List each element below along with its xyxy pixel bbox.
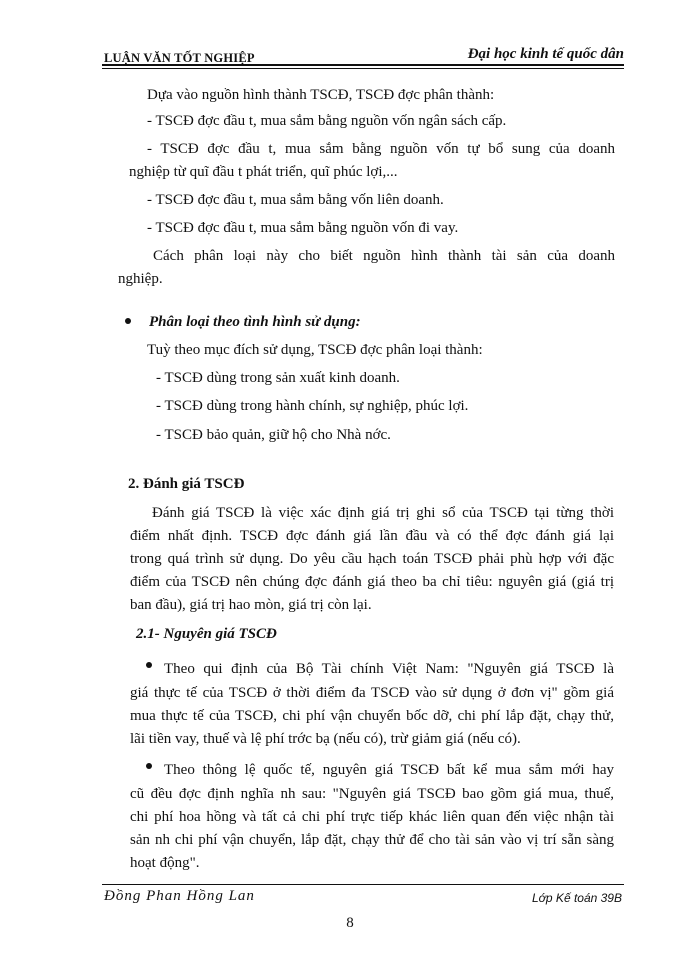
source-item: - TSCĐ đợc đầu t, mua sắm bằng nguồn vốn ngân sách cấp. — [147, 113, 507, 129]
para2-line: hoạt động". — [130, 855, 200, 871]
bullet-icon — [146, 662, 152, 668]
para2-line: cũ đều đợc định nghĩa nh sau: "Nguyên giá TSCĐ bao gồm giá mua, thuế, — [130, 786, 614, 802]
source-item: - TSCĐ đợc đầu t, mua sắm bằng nguồn vốn đi vay. — [147, 220, 459, 236]
source-item: - TSCĐ đợc đầu t, mua sắm bằng nguồn vốn tự bổ sung của doanh — [147, 141, 615, 157]
source-intro: Dựa vào nguồn hình thành TSCĐ, TSCĐ đợc phân thành: — [147, 87, 495, 103]
footer-author: Đồng Phan Hồng Lan — [104, 888, 255, 904]
header-rule — [102, 64, 624, 66]
para2-line: chi phí hoa hồng và tất cả chi phí trực tiếp khác liên quan đến việc nhận tài — [130, 809, 614, 825]
section-2-heading: 2. Đánh giá TSCĐ — [128, 476, 245, 492]
bullet-icon — [146, 763, 152, 769]
para2-line: sản nh chi phí vận chuyển, lắp đặt, chạy thử để cho tài sản vào vị trí sẵn sàng — [130, 832, 614, 848]
footer-class: Lớp Kế toán 39B — [532, 891, 622, 905]
source-item-continued: nghiệp từ quĩ đầu t phát triển, quĩ phúc lợi,... — [129, 164, 398, 180]
section-2-line: điểm của TSCĐ nên chúng đợc đánh giá theo ba chỉ tiêu: nguyên giá (giá trị — [130, 574, 614, 590]
usage-item: - TSCĐ dùng trong sản xuất kinh doanh. — [156, 370, 400, 386]
source-conclusion-end: nghiệp. — [118, 271, 163, 287]
section-2-line: Đánh giá TSCĐ là việc xác định giá trị ghi sổ của TSCĐ tại từng thời — [152, 505, 614, 521]
usage-intro: Tuỳ theo mục đích sử dụng, TSCĐ đợc phân loại thành: — [147, 342, 483, 358]
footer-rule — [102, 884, 624, 885]
header-rule-thin — [102, 68, 624, 69]
source-item: - TSCĐ đợc đầu t, mua sắm bằng vốn liên doanh. — [147, 192, 444, 208]
usage-heading: Phân loại theo tình hình sử dụng: — [149, 314, 361, 330]
header-thesis-label: LUẬN VĂN TỐT NGHIỆP — [104, 51, 255, 65]
usage-item: - TSCĐ bảo quản, giữ hộ cho Nhà nớc. — [156, 427, 391, 443]
para2-line: Theo thông lệ quốc tế, nguyên giá TSCĐ bất kể mua sắm mới hay — [164, 762, 614, 778]
bullet-icon — [125, 318, 131, 324]
para1-line: mua thực tế của TSCĐ, chi phí vận chuyển bốc dỡ, chi phí lắp đặt, chạy thử, — [130, 708, 614, 724]
header-university: Đại học kinh tế quốc dân — [467, 46, 624, 62]
section-2-1-heading: 2.1- Nguyên giá TSCĐ — [136, 626, 277, 642]
source-conclusion: Cách phân loại này cho biết nguồn hình thành tài sản của doanh — [153, 248, 615, 264]
para1-line: lãi tiền vay, thuế và lệ phí trớc bạ (nếu có), trừ giảm giá (nếu có). — [130, 731, 521, 747]
section-2-line: trong quá trình sử dụng. Do yêu cầu hạch toán TSCĐ phải phù hợp với đặc — [130, 551, 614, 567]
usage-item: - TSCĐ dùng trong hành chính, sự nghiệp, phúc lợi. — [156, 398, 469, 414]
page-number: 8 — [346, 915, 354, 931]
section-2-line: điểm nhất định. TSCĐ đợc đánh giá lần đầu và có thể đợc đánh giá lại — [130, 528, 614, 544]
section-2-line: ban đầu), giá trị hao mòn, giá trị còn lại. — [130, 597, 372, 613]
para1-line: Theo qui định của Bộ Tài chính Việt Nam: "Nguyên giá TSCĐ là — [164, 661, 614, 677]
para1-line: giá thực tế của TSCĐ ở thời điểm đa TSCĐ vào sử dụng ở đơn vị" gồm giá — [130, 685, 614, 701]
